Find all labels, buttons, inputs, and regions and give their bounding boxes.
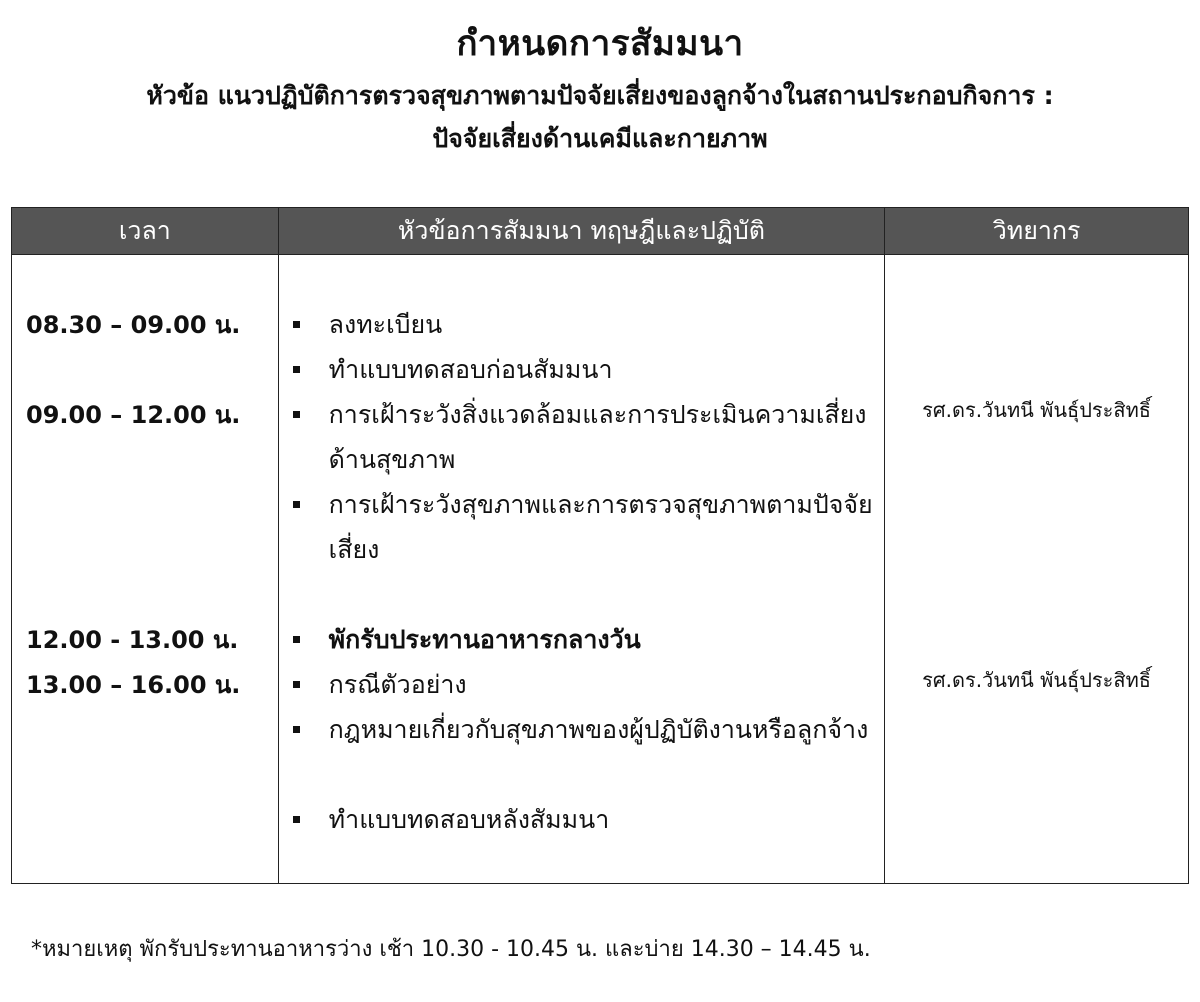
list-item: ทำแบบทดสอบหลังสัมมนา — [293, 797, 875, 842]
list-item: กฎหมายเกี่ยวกับสุขภาพของผู้ปฏิบัติงานหรือลูกจ้าง — [293, 707, 875, 752]
bullet-icon — [293, 726, 300, 733]
page-title: กำหนดการสัมมนา — [456, 24, 744, 64]
bullet-icon — [293, 501, 300, 508]
list-item: การเฝ้าระวังสิ่งแวดล้อมและการประเมินความเสี่ยงด้านสุขภาพ — [293, 392, 875, 482]
schedule-table — [11, 207, 1189, 884]
seminar-topic-line-2: ปัจจัยเสี่ยงด้านเคมีและกายภาพ — [432, 124, 768, 153]
footnote: *หมายเหตุ พักรับประทานอาหารว่าง เช้า 10.30 - 10.45 น. และบ่าย 14.30 – 14.45 น. — [31, 937, 871, 962]
time-slot: 12.00 - 13.00 น. — [26, 626, 239, 654]
header-time: เวลา — [12, 208, 279, 255]
page-header — [0, 22, 1200, 158]
topic-cell — [278, 255, 885, 884]
bullet-icon — [293, 411, 300, 418]
time-slot: 09.00 – 12.00 น. — [26, 401, 241, 429]
header-speaker: วิทยากร — [885, 208, 1189, 255]
bullet-icon — [293, 321, 300, 328]
list-item: ทำแบบทดสอบก่อนสัมมนา — [293, 347, 875, 392]
bullet-icon — [293, 681, 300, 688]
bullet-icon — [293, 816, 300, 823]
table-header-row — [12, 208, 1189, 255]
table-row — [12, 255, 1189, 884]
list-item: ลงทะเบียน — [293, 302, 875, 347]
list-item: พักรับประทานอาหารกลางวัน — [293, 617, 875, 662]
bullet-icon — [293, 366, 300, 373]
list-item: การเฝ้าระวังสุขภาพและการตรวจสุขภาพตามปัจจัยเสี่ยง — [293, 482, 875, 572]
time-cell — [12, 255, 279, 884]
list-item: กรณีตัวอย่าง — [293, 662, 875, 707]
bullet-icon — [293, 636, 300, 643]
seminar-topic-line-1: หัวข้อ แนวปฏิบัติการตรวจสุขภาพตามปัจจัยเสี่ยงของลูกจ้างในสถานประกอบกิจการ : — [146, 81, 1054, 110]
speaker-name: รศ.ดร.วันทนี พันธุ์ประสิทธิ์ — [922, 668, 1152, 692]
speaker-cell — [885, 255, 1189, 884]
time-slot: 08.30 – 09.00 น. — [26, 311, 241, 339]
speaker-name: รศ.ดร.วันทนี พันธุ์ประสิทธิ์ — [922, 398, 1152, 422]
header-topic: หัวข้อการสัมมนา ทฤษฎีและปฏิบัติ — [278, 208, 885, 255]
time-slot: 13.00 – 16.00 น. — [26, 671, 241, 699]
